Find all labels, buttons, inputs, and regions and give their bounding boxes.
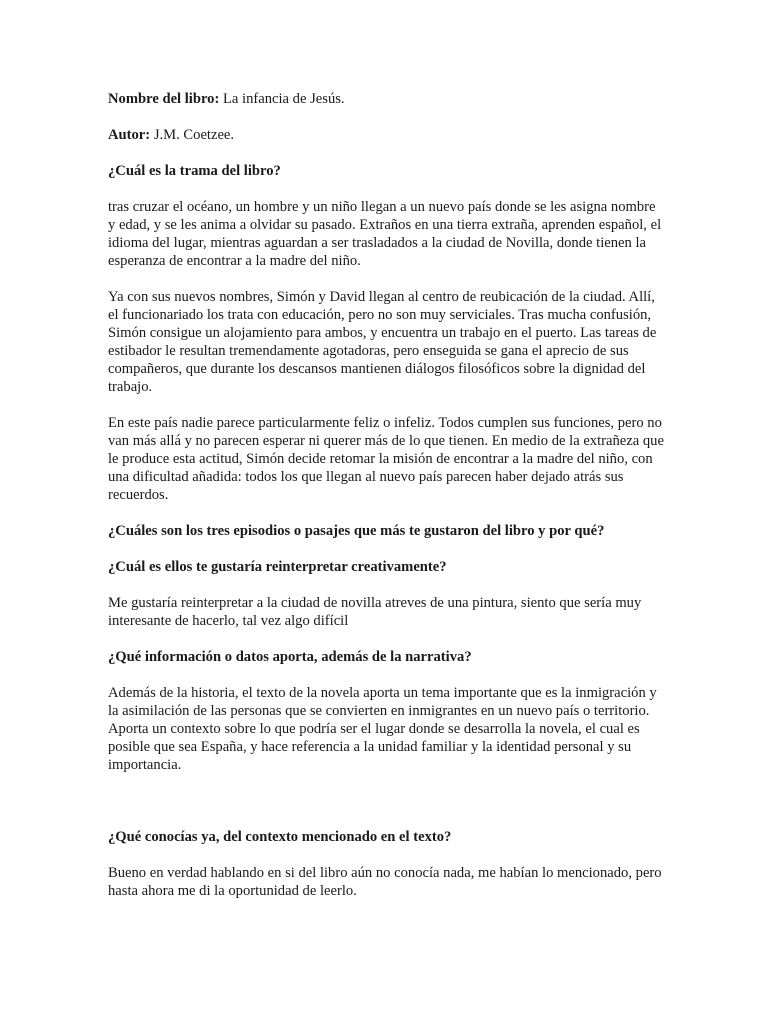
book-title-label: Nombre del libro: bbox=[108, 91, 220, 107]
question-information: ¿Qué información o datos aporta, además de la narrativa? bbox=[108, 649, 472, 665]
book-author-line bbox=[108, 126, 664, 144]
plot-paragraph-1: tras cruzar el océano, un hombre y un niño llegan a un nuevo país donde se les asigna nombre y edad, y se les anima a olvidar su pasado. Extraños en una tierra extraña, aprenden español, el idioma del lugar, mientras aguardan a ser trasladados a la ciudad de Novilla, donde tienen la esperanza de encontrar a la madre del niño. bbox=[108, 199, 662, 269]
book-title-value: La infancia de Jesús. bbox=[223, 91, 345, 107]
document-page bbox=[108, 90, 664, 918]
question-plot: ¿Cuál es la trama del libro? bbox=[108, 163, 281, 179]
question-favorite-episodes: ¿Cuáles son los tres episodios o pasajes que más te gustaron del libro y por qué? bbox=[108, 523, 605, 539]
question-prior-knowledge: ¿Qué conocías ya, del contexto mencionado en el texto? bbox=[108, 829, 452, 845]
prior-knowledge-paragraph: Bueno en verdad hablando en si del libro aún no conocía nada, me habían lo mencionado, pero hasta ahora me di la oportunidad de leerlo. bbox=[108, 865, 662, 899]
book-author-value: J.M. Coetzee. bbox=[153, 127, 235, 143]
information-paragraph: Además de la historia, el texto de la novela aporta un tema importante que es la inmigración y la asimilación de las personas que se convierten en inmigrantes en un nuevo país o territorio. Aporta un contexto sobre lo que podría ser el lugar donde se desarrolla la novela, el cual es posible que sea España, y hace referencia a la unidad familiar y la identidad personal y su importancia. bbox=[108, 685, 657, 773]
plot-paragraph-3: En este país nadie parece particularmente feliz o infeliz. Todos cumplen sus funciones, pero no van más allá y no parecen esperar ni querer más de lo que tienen. En medio de la extrañeza que le produce esta actitud, Simón decide retomar la misión de encontrar a la madre del niño, con una dificultad añadida: todos los que llegan al nuevo país parecen haber dejado atrás sus recuerdos. bbox=[108, 415, 664, 503]
reinterpret-paragraph: Me gustaría reinterpretar a la ciudad de novilla atreves de una pintura, siento que sería muy interesante de hacerlo, tal vez algo difícil bbox=[108, 595, 642, 629]
book-title-line bbox=[108, 90, 664, 108]
book-author-label: Autor: bbox=[108, 127, 151, 143]
question-reinterpret: ¿Cuál es ellos te gustaría reinterpretar creativamente? bbox=[108, 559, 447, 575]
plot-paragraph-2: Ya con sus nuevos nombres, Simón y David llegan al centro de reubicación de la ciudad. Allí, el funcionariado los trata con educación, pero no son muy serviciales. Tras mucha confusión, Simón consigue un alojamiento para ambos, y encuentra un trabajo en el puerto. Las tareas de estibador le resultan tremendamente agotadoras, pero enseguida se gana el aprecio de sus compañeros, que durante los descansos mantienen diálogos filosóficos sobre la dignidad del trabajo. bbox=[108, 289, 657, 395]
blank-space bbox=[108, 792, 664, 828]
